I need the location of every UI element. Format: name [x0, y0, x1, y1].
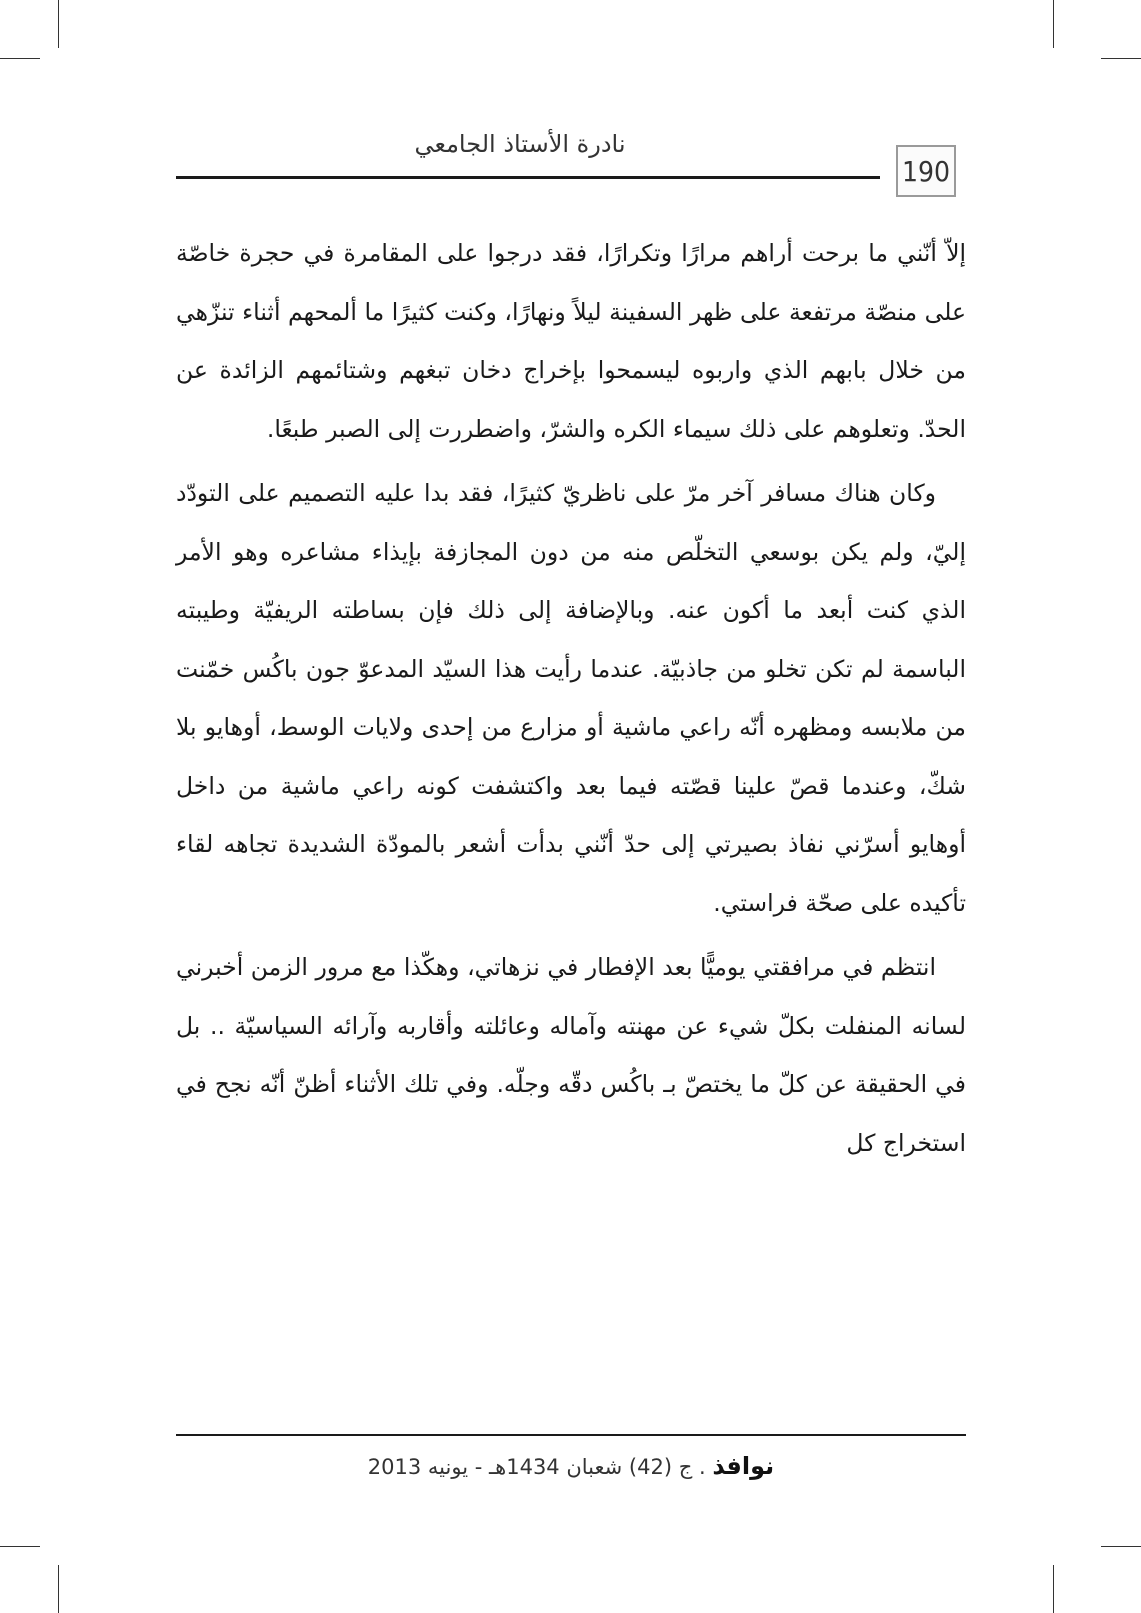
- crop-mark: [58, 1565, 59, 1613]
- page-number: 190: [896, 145, 956, 197]
- journal-brand: نوافذ: [712, 1452, 775, 1480]
- running-header-title: نادرة الأستاذ الجامعي: [414, 130, 626, 158]
- crop-mark: [58, 0, 59, 48]
- crop-mark: [1053, 0, 1054, 48]
- crop-mark: [0, 1546, 40, 1547]
- issue-info: . ج (42) شعبان 1434هـ - يونيه 2013: [367, 1455, 706, 1479]
- paragraph: انتظم في مرافقتي يوميًّا بعد الإفطار في نزهاتي، وهكّذا مع مرور الزمن أخبرني لسانه المنفلت بكلّ شيء عن مهنته وآماله وعائلته وأقاربه وآرائه السياسيّة .. بل في الحقيقة عن كلّ ما يختصّ بـ باكُس دقّه وجلّه. وفي تلك الأثناء أظنّ أنّه نجح في استخراج كل: [176, 953, 966, 1157]
- paragraph: إلاّ أنّني ما برحت أراهم مرارًا وتكرارًا، فقد درجوا على المقامرة في حجرة خاصّة على منصّة مرتفعة على ظهر السفينة ليلاً ونهارًا، وكنت كثيرًا ما ألمحهم أثناء تنزّهي من خلال بابهم الذي واربوه ليسمحوا بإخراج دخان تبغهم وشتائمهم الزائدة عن الحدّ. وتعلوهم على ذلك سيماء الكره والشرّ، واضطررت إلى الصبر طبعًا.: [176, 239, 966, 443]
- paragraph: وكان هناك مسافر آخر مرّ على ناظريّ كثيرًا، فقد بدا عليه التصميم على التودّد إليّ، ولم يكن بوسعي التخلّص منه من دون المجازفة بإيذاء مشاعره وهو الأمر الذي كنت أبعد ما أكون عنه. وبالإضافة إلى ذلك فإن بساطته الريفيّة وطيبته الباسمة لم تكن تخلو من جاذبيّة. عندما رأيت هذا السيّد المدعوّ جون باكُس خمّنت من ملابسه ومظهره أنّه راعي ماشية أو مزارع من إحدى ولايات الوسط، أوهايو بلا شكّ، وعندما قصّ علينا قصّته فيما بعد واكتشفت كونه راعي ماشية من داخل أوهايو أسرّني نفاذ بصيرتي إلى حدّ أنّني بدأت أشعر بالمودّة الشديدة تجاهه لقاء تأكيده على صحّة فراستي.: [176, 479, 966, 917]
- crop-mark: [0, 58, 40, 59]
- crop-mark: [1053, 1565, 1054, 1613]
- footer-rule: [176, 1434, 966, 1436]
- article-body: [176, 224, 966, 1172]
- crop-mark: [1101, 58, 1141, 59]
- footer: [176, 1452, 966, 1480]
- crop-mark: [1101, 1546, 1141, 1547]
- header-rule: [176, 176, 880, 179]
